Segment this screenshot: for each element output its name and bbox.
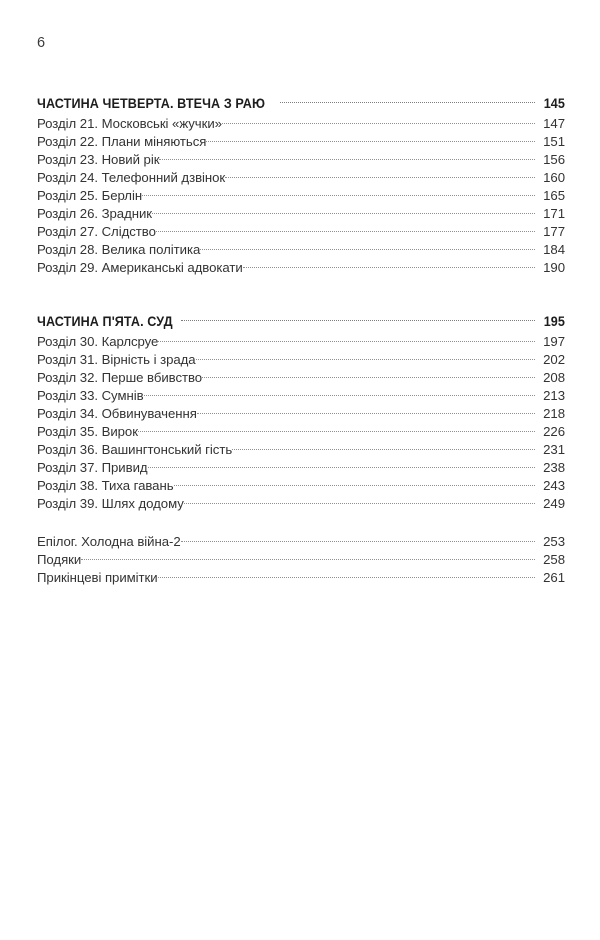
toc-part-title: ЧАСТИНА ЧЕТВЕРТА. ВТЕЧА З РАЮ — [37, 96, 266, 111]
dot-leader — [225, 164, 535, 182]
toc-entry-page-number: 226 — [543, 424, 565, 439]
page-number-folio: 6 — [37, 35, 46, 51]
dot-leader — [138, 418, 535, 436]
toc-entry-page-number: 261 — [543, 570, 565, 585]
toc-entry-page-number: 218 — [543, 406, 565, 421]
dot-leader — [174, 472, 535, 490]
toc-entry-title: Розділ 32. Перше вбивство — [37, 370, 203, 385]
dot-leader — [200, 236, 535, 254]
toc-entry-page-number: 213 — [543, 388, 565, 403]
toc-entry-page-number: 190 — [543, 260, 565, 275]
toc-entry-page-number: 249 — [543, 496, 565, 511]
toc-entry-title: Розділ 31. Вірність і зрада — [37, 352, 196, 367]
toc-entry-page-number: 151 — [543, 134, 565, 149]
toc-entry-title: Розділ 25. Берлін — [37, 188, 143, 203]
toc-entry-title: Розділ 23. Новий рік — [37, 152, 160, 167]
toc-entry-title: Розділ 29. Американські адвокати — [37, 260, 243, 275]
dot-leader — [181, 304, 535, 326]
toc-part-title: ЧАСТИНА П'ЯТА. СУД — [37, 314, 173, 329]
dot-leader — [202, 364, 535, 382]
dot-leader — [197, 400, 535, 418]
dot-leader — [144, 382, 535, 400]
toc-entry-page-number: 156 — [543, 152, 565, 167]
toc-entry-title: Прикінцеві примітки — [37, 570, 158, 585]
dot-leader — [222, 110, 535, 128]
toc-entry-title: Подяки — [37, 552, 82, 567]
toc-entry-title: Розділ 30. Карлсруе — [37, 334, 159, 349]
dot-leader — [232, 436, 535, 454]
toc-entry-title: Розділ 37. Привид — [37, 460, 148, 475]
toc-entry-page-number: 147 — [543, 116, 565, 131]
toc-entry-page-number: 243 — [543, 478, 565, 493]
toc-entry-page-number: 171 — [543, 206, 565, 221]
toc-entry-title: Розділ 22. Плани міняються — [37, 134, 207, 149]
dot-leader — [142, 182, 535, 200]
dot-leader — [181, 528, 535, 546]
toc-entry-page-number: 258 — [543, 552, 565, 567]
toc-entry-title: Розділ 24. Телефонний дзвінок — [37, 170, 226, 185]
toc-entry-page-number: 253 — [543, 534, 565, 549]
toc-entry[interactable] — [37, 528, 565, 549]
toc-entry-page-number: 160 — [543, 170, 565, 185]
toc-group-part-four — [37, 86, 565, 275]
toc-entry-page-number: 208 — [543, 370, 565, 385]
toc-entry[interactable] — [37, 546, 565, 567]
dot-leader — [158, 328, 535, 346]
toc-entry-page-number: 145 — [543, 96, 565, 111]
dot-leader — [159, 146, 535, 164]
toc-entry-page-number: 177 — [543, 224, 565, 239]
toc-entry-title: Розділ 35. Вирок — [37, 424, 138, 439]
dot-leader — [206, 128, 535, 146]
toc-entry-title: Епілог. Холодна війна-2 — [37, 534, 181, 549]
toc-entry-page-number: 184 — [543, 242, 565, 257]
toc-entry-page-number: 238 — [543, 460, 565, 475]
toc-entry-title: Розділ 36. Вашингтонський гість — [37, 442, 233, 457]
toc-entry-title: Розділ 27. Слідство — [37, 224, 156, 239]
toc-entry-page-number: 231 — [543, 442, 565, 457]
dot-leader — [184, 490, 535, 508]
toc-entry-title: Розділ 33. Сумнів — [37, 388, 144, 403]
dot-leader — [243, 254, 535, 272]
toc-entry-title: Розділ 38. Тиха гавань — [37, 478, 174, 493]
dot-leader — [81, 546, 535, 564]
dot-leader — [156, 218, 535, 236]
dot-leader — [148, 454, 535, 472]
toc-entry-title: Розділ 28. Велика політика — [37, 242, 201, 257]
toc-entry-title: Розділ 26. Зрадник — [37, 206, 152, 221]
dot-leader — [152, 200, 535, 218]
toc-group-back-matter — [37, 528, 565, 585]
table-of-contents — [37, 86, 565, 585]
toc-entry-page-number: 197 — [543, 334, 565, 349]
dot-leader — [158, 564, 535, 582]
toc-entry-page-number: 202 — [543, 352, 565, 367]
dot-leader — [280, 86, 535, 108]
toc-entry-title: Розділ 34. Обвинувачення — [37, 406, 197, 421]
toc-entry[interactable] — [37, 564, 565, 585]
dot-leader — [196, 346, 535, 364]
toc-entry-title: Розділ 21. Московські «жучки» — [37, 116, 222, 131]
toc-group-part-five — [37, 304, 565, 511]
toc-part-heading[interactable] — [37, 304, 565, 329]
toc-part-heading[interactable] — [37, 86, 565, 111]
toc-entry-page-number: 165 — [543, 188, 565, 203]
toc-entry-page-number: 195 — [543, 314, 565, 329]
toc-entry-title: Розділ 39. Шлях додому — [37, 496, 184, 511]
